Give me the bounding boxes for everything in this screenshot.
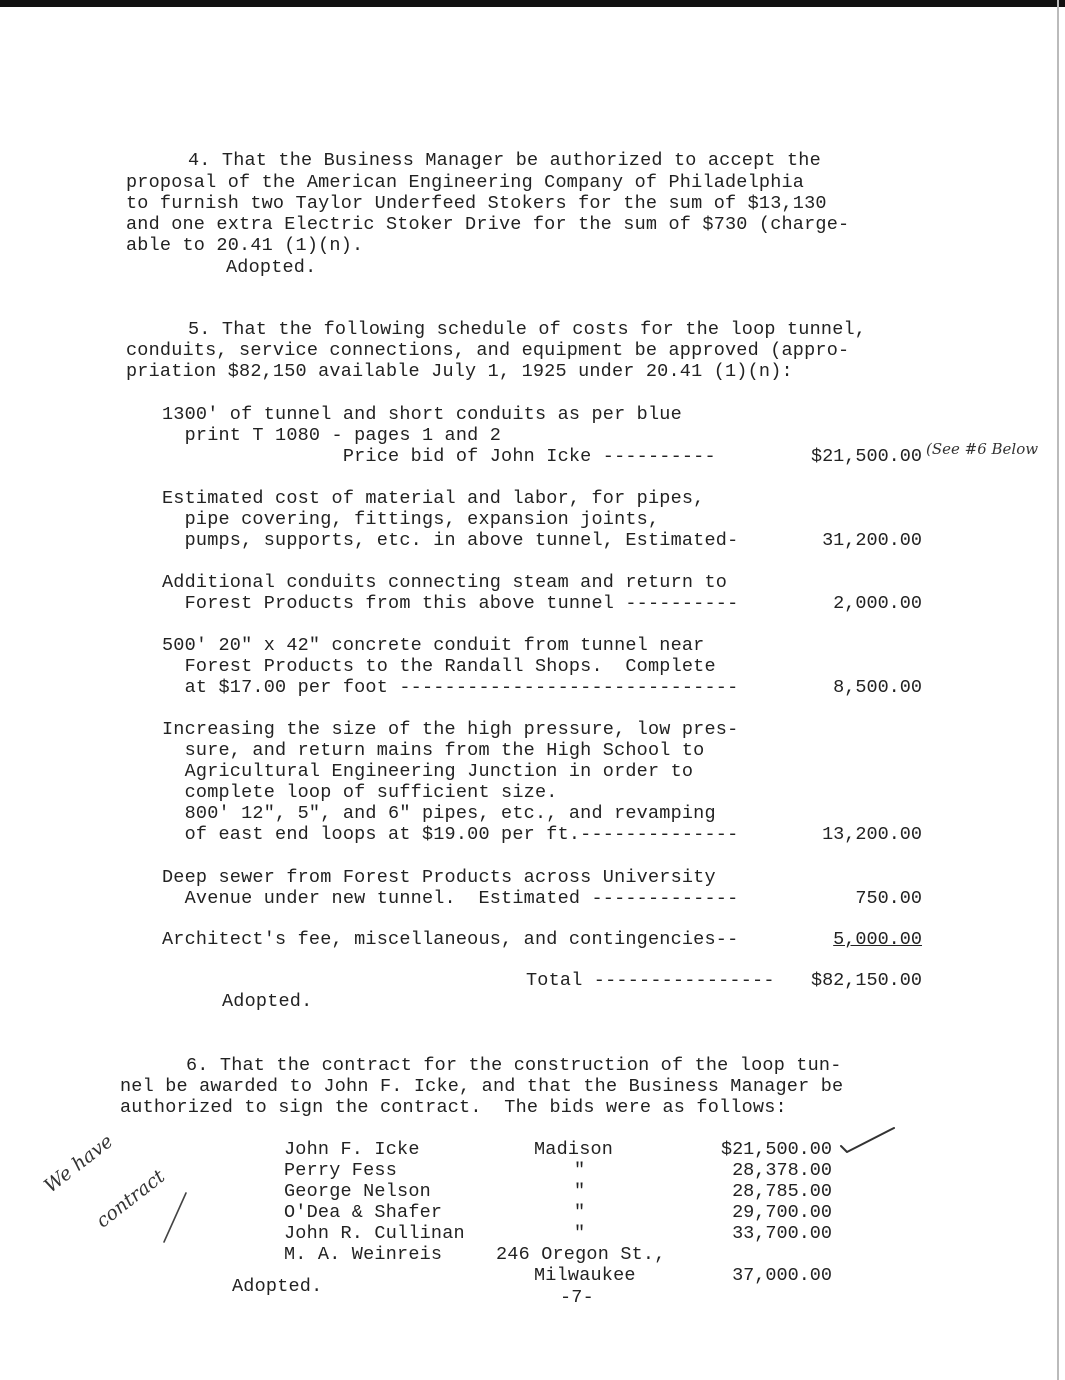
schedule-line: Increasing the size of the high pressure, low pres- bbox=[162, 719, 739, 740]
schedule-line: Architect's fee, miscellaneous, and contingencies-- bbox=[162, 929, 739, 950]
schedule-amount: 31,200.00 bbox=[822, 530, 922, 551]
bid-amount: 29,700.00 bbox=[732, 1202, 832, 1223]
item6-line: 6. That the contract for the construction of the loop tun- bbox=[186, 1055, 842, 1076]
bid-amount: 33,700.00 bbox=[732, 1223, 832, 1244]
item6-line: authorized to sign the contract. The bids were as follows: bbox=[120, 1097, 787, 1118]
schedule-line: Deep sewer from Forest Products across University bbox=[162, 867, 716, 888]
adopted-label: Adopted. bbox=[232, 1276, 323, 1297]
schedule-line: complete loop of sufficient size. bbox=[162, 782, 558, 803]
schedule-line: Forest Products to the Randall Shops. Complete bbox=[162, 656, 716, 677]
total-amount: $82,150.00 bbox=[810, 970, 922, 991]
schedule-line: Agricultural Engineering Junction in order to bbox=[162, 761, 694, 782]
bidder-city: " bbox=[574, 1160, 586, 1181]
total-label: Total ---------------- bbox=[526, 970, 775, 991]
item4-line: 4. That the Business Manager be authorized to accept the bbox=[188, 150, 821, 171]
bidder-name: John F. Icke bbox=[284, 1139, 420, 1160]
bidder-city: " bbox=[574, 1223, 586, 1244]
schedule-amount: 750.00 bbox=[855, 888, 922, 909]
schedule-line: sure, and return mains from the High School to bbox=[162, 740, 705, 761]
schedule-line: Estimated cost of material and labor, for pipes, bbox=[162, 488, 705, 509]
schedule-line: Additional conduits connecting steam and return to bbox=[162, 572, 728, 593]
adopted-label: Adopted. bbox=[222, 991, 313, 1012]
item4-line: proposal of the American Engineering Company of Philadelphia bbox=[126, 172, 805, 193]
bid-amount: 28,785.00 bbox=[732, 1181, 832, 1202]
schedule-line: pipe covering, fittings, expansion joints, bbox=[162, 509, 660, 530]
page-number: -7- bbox=[560, 1287, 594, 1308]
schedule-line: print T 1080 - pages 1 and 2 bbox=[162, 425, 502, 446]
margin-note-line: contract bbox=[92, 1165, 170, 1233]
scan-right-edge bbox=[1057, 0, 1059, 1380]
adopted-label: Adopted. bbox=[226, 257, 317, 278]
item4-line: able to 20.41 (1)(n). bbox=[126, 235, 364, 256]
schedule-amount: 8,500.00 bbox=[833, 677, 922, 698]
schedule-amount: 13,200.00 bbox=[822, 824, 922, 845]
bidder-city: Milwaukee bbox=[534, 1265, 636, 1286]
check-mark-icon bbox=[838, 1124, 898, 1156]
item5-intro-line: priation $82,150 available July 1, 1925 under 20.41 (1)(n): bbox=[126, 361, 793, 382]
schedule-line: 1300' of tunnel and short conduits as per blue bbox=[162, 404, 682, 425]
bidder-city: " bbox=[574, 1202, 586, 1223]
bidder-name: Perry Fess bbox=[284, 1160, 398, 1181]
item5-intro-line: conduits, service connections, and equipment be approved (appro- bbox=[126, 340, 850, 361]
bid-amount: 37,000.00 bbox=[732, 1265, 832, 1286]
handwritten-note: (See #6 Below bbox=[926, 440, 1039, 458]
schedule-line: Price bid of John Icke ---------- bbox=[162, 446, 716, 467]
item4-line: to furnish two Taylor Underfeed Stokers for the sum of $13,130 bbox=[126, 193, 827, 214]
margin-note-line: We have bbox=[40, 1130, 118, 1198]
item4-line: and one extra Electric Stoker Drive for the sum of $730 (charge- bbox=[126, 214, 850, 235]
bidder-name: John R. Cullinan bbox=[284, 1223, 465, 1244]
bidder-name: M. A. Weinreis bbox=[284, 1244, 443, 1265]
bidder-city: " bbox=[574, 1181, 586, 1202]
margin-slash-icon bbox=[160, 1190, 190, 1246]
item5-intro-line: 5. That the following schedule of costs for the loop tunnel, bbox=[188, 319, 867, 340]
schedule-amount: 5,000.00 bbox=[833, 929, 922, 950]
item6-line: nel be awarded to John F. Icke, and that the Business Manager be bbox=[120, 1076, 844, 1097]
bidder-city: Madison bbox=[534, 1139, 614, 1160]
schedule-line: of east end loops at $19.00 per ft.-------------- bbox=[162, 824, 739, 845]
schedule-line: pumps, supports, etc. in above tunnel, Estimated- bbox=[162, 530, 739, 551]
schedule-amount: 2,000.00 bbox=[833, 593, 922, 614]
scan-top-edge bbox=[0, 0, 1065, 7]
schedule-line: Avenue under new tunnel. Estimated ------------- bbox=[162, 888, 739, 909]
bid-amount: 28,378.00 bbox=[732, 1160, 832, 1181]
schedule-line: at $17.00 per foot ------------------------------ bbox=[162, 677, 739, 698]
bidder-name: O'Dea & Shafer bbox=[284, 1202, 443, 1223]
schedule-line: 800' 12", 5", and 6" pipes, etc., and revamping bbox=[162, 803, 716, 824]
bidder-city: 246 Oregon St., bbox=[496, 1244, 666, 1265]
bid-amount: $21,500.00 bbox=[720, 1139, 832, 1160]
bidder-name: George Nelson bbox=[284, 1181, 431, 1202]
schedule-line: Forest Products from this above tunnel ---------- bbox=[162, 593, 739, 614]
schedule-line: 500' 20" x 42" concrete conduit from tunnel near bbox=[162, 635, 705, 656]
schedule-amount: $21,500.00 bbox=[810, 446, 922, 467]
